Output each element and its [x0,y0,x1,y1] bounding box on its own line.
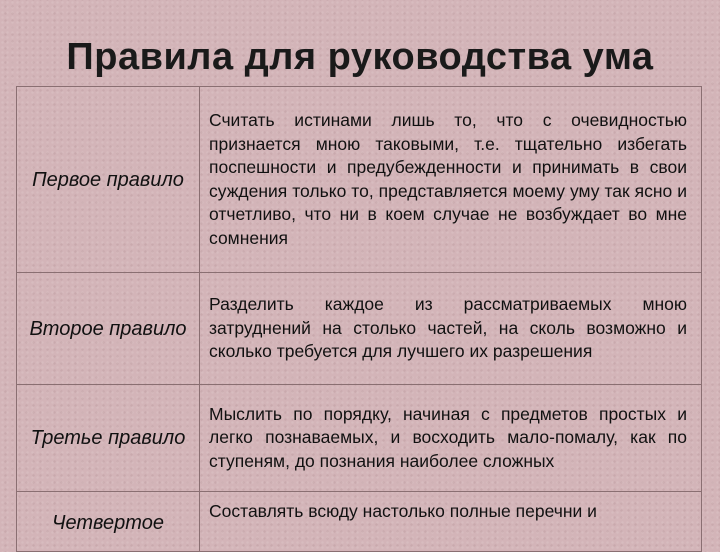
rule-name-cell [17,492,200,552]
rule-text: Мыслить по порядку, начиная с предметов простых и легко познаваемых, и восходить мало-помалу, как по ступеням, до познания наиболее сложных [200,385,702,492]
table-row [17,273,702,385]
rule-name-cell [17,273,200,385]
rule-name: Четвертое [52,512,164,534]
table-row [17,385,702,492]
rule-name: Второе правило [29,317,187,340]
rule-name-cell [17,87,200,273]
table-row [17,87,702,273]
rule-name: Первое правило [32,168,184,191]
rule-text: Составлять всюду настолько полные перечни и [200,492,702,552]
table-row [17,492,702,552]
rule-text: Разделить каждое из рассматриваемых мною затруднений на столько частей, на сколь возможно и сколько требуется для лучшего их разрешения [200,273,702,385]
rule-text: Считать истинами лишь то, что с очевидностью признается мною таковыми, т.е. тщательно избегать поспешности и предубежденности и принимать в свои суждения только то, представляется моему уму так ясно и отчетливо, что ни в коем случае не возбуждает во мне сомнения [200,87,702,273]
rule-name: Третье правило [30,427,186,449]
rule-name-cell [17,385,200,492]
slide-title: Правила для руководства ума [66,36,654,78]
rules-table [16,86,702,552]
